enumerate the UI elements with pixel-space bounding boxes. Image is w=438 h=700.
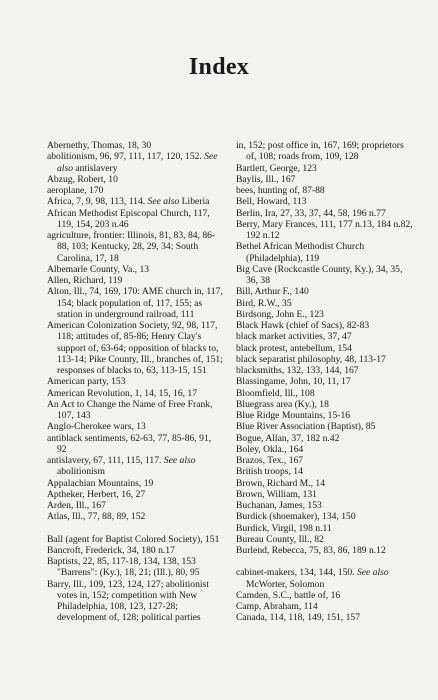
- index-entry: [236, 219, 416, 242]
- index-entry: [47, 455, 223, 478]
- index-entry: [47, 275, 223, 286]
- index-entry: [236, 354, 416, 365]
- index-entry-text: Arden, Ill., 167: [47, 500, 106, 511]
- index-entry: [47, 511, 223, 522]
- index-entry: [236, 478, 416, 489]
- index-entry: [47, 500, 223, 511]
- index-entry: [236, 455, 416, 466]
- index-entry-text: Abernethy, Thomas, 18, 30: [47, 140, 152, 151]
- index-entry-text: antislavery, 67, 111, 115, 117.: [47, 455, 162, 466]
- index-entry: [47, 556, 223, 579]
- index-entry: [47, 421, 223, 432]
- index-entry: [47, 286, 223, 320]
- index-entry-text: black market activities, 37, 47: [236, 331, 352, 343]
- index-entry: [236, 388, 416, 399]
- index-entry: [47, 388, 223, 399]
- index-entry: [47, 545, 223, 556]
- see-also-label: See also: [57, 151, 218, 174]
- index-entry-text: Birdsong, John E., 123: [236, 308, 324, 320]
- index-entry-text: African Methodist Episcopal Church, 117, 119, 154, 203 n.46: [47, 207, 210, 230]
- see-also-label: See also: [147, 196, 180, 208]
- index-entry-text: American Revolution, 1, 14, 15, 16, 17: [47, 387, 198, 399]
- see-also-label: See also: [163, 455, 196, 466]
- index-entry-text: Bartlett, George, 123: [236, 162, 317, 174]
- index-entry: [47, 185, 223, 196]
- index-entry-text: Camden, S.C., battle of, 16: [236, 589, 341, 601]
- index-entry: [236, 590, 416, 601]
- index-entry-text: cabinet-makers, 134, 144, 150.: [236, 567, 355, 579]
- index-entry: [236, 343, 416, 354]
- index-entry-text: Black Hawk (chief of Sacs), 82-83: [236, 320, 370, 331]
- index-entry-text: Berry, Mary Frances, 111, 177 n.13, 184 n.82, 192 n.12: [236, 218, 413, 241]
- index-entry: [236, 264, 416, 287]
- index-entry: [47, 320, 223, 376]
- index-entry: [236, 185, 416, 196]
- index-entry: [236, 320, 416, 331]
- index-entry: [47, 534, 223, 545]
- page-title: Index: [188, 54, 250, 80]
- index-entry-text: British troops, 14: [236, 466, 303, 478]
- index-entry-text: Canada, 114, 118, 149, 151, 157: [236, 612, 360, 624]
- index-entry: [236, 298, 416, 309]
- index-entry-text: Blue River Association (Baptist), 85: [236, 421, 376, 433]
- index-entry-text: Blue Ridge Mountains, 15-16: [236, 410, 351, 421]
- index-entry: [47, 196, 223, 207]
- index-entry-text: Camp, Abraham, 114: [236, 601, 318, 612]
- index-entry-text: Big Cave (Rockcastle County, Ky.), 34, 35, 36, 38: [236, 263, 403, 286]
- index-entry: [236, 241, 416, 264]
- index-entry-text: Burdick (shoemaker), 134, 150: [236, 511, 356, 523]
- index-entry-text: Blassingame, John, 10, 11, 17: [236, 376, 351, 388]
- index-entry-text: Berlin, Ira, 27, 33, 37, 44, 58, 196 n.77: [236, 207, 386, 219]
- index-entry-text: bees, hunting of, 87-88: [236, 185, 325, 196]
- index-entry: [47, 478, 223, 489]
- index-entry: [47, 433, 223, 456]
- index-entry-text: Bill, Arthur F., 140: [236, 286, 309, 298]
- index-entry-text: Africa, 7, 9, 98, 113, 114.: [47, 196, 146, 208]
- index-entry-text: antiblack sentiments, 62-63, 77, 85-86, 91, 92: [47, 432, 212, 455]
- index-entry: [236, 421, 416, 432]
- index-entry-text: Alton, Ill., 74, 169, 170: AME church in, 117, 154; black population of, 117, 155; as station in underground railroad, 111: [47, 286, 223, 320]
- index-entry-text: Bird, R.W., 35: [236, 297, 292, 309]
- index-entry-text: Bell, Howard, 113: [236, 196, 307, 208]
- index-entry-text: in, 152; post office in, 167, 169; proprietors of, 108; roads from, 109, 128: [236, 140, 404, 163]
- index-entry-text: American Colonization Society, 92, 98, 117, 118; attitudes of, 85-86; Henry Clay's support of, 63-64; opposition of blacks to, 113-14; Pike County, Ill., branches of, 151; responses of blacks to, 63, 113-15, 151: [47, 320, 223, 376]
- index-entry: [236, 208, 416, 219]
- index-entry: [236, 433, 416, 444]
- see-also-target: Liberia: [179, 196, 210, 208]
- index-entry: [236, 399, 416, 410]
- see-also-label: See also: [356, 567, 389, 579]
- index-entry-text: Bethel African Methodist Church (Philadelphia), 119: [236, 241, 365, 264]
- index-entry: [236, 601, 416, 612]
- index-entry: [236, 466, 416, 477]
- index-entry: [236, 309, 416, 320]
- index-entry-text: abolitionism, 96, 97, 111, 117, 120, 152.: [47, 151, 202, 163]
- index-entry: [47, 230, 223, 264]
- index-entry-text: aeroplane, 170: [47, 185, 104, 196]
- index-entry: [236, 612, 416, 623]
- index-entry-text: American party, 153: [47, 376, 126, 388]
- index-entry: [236, 500, 416, 511]
- see-also-target: antislavery: [73, 162, 118, 174]
- index-column-right: [236, 140, 416, 624]
- index-entry-text: Brown, William, 131: [236, 488, 317, 500]
- index-entry-text: Baptists, 22, 85, 117-18, 134, 138, 153 "Barrens": (Ky.), 18, 21; (Ill.), 80, 95: [47, 556, 200, 579]
- index-entry-text: Bogue, Allan, 37, 182 n.42: [236, 432, 340, 444]
- index-entry-text: Ball (agent for Baptist Colored Society), 151: [47, 533, 220, 545]
- index-entry: [47, 399, 223, 422]
- index-entry: [236, 534, 416, 545]
- index-entry: [236, 331, 416, 342]
- index-entry: [47, 376, 223, 387]
- index-entry: [236, 140, 416, 163]
- see-also-target: abolitionism: [57, 466, 105, 478]
- index-entry: [47, 489, 223, 500]
- index-entry-text: Brazos, Tex., 167: [236, 455, 304, 466]
- index-entry: [236, 286, 416, 297]
- index-entry: [236, 511, 416, 522]
- index-entry-text: Buchanan, James, 153: [236, 500, 322, 511]
- index-entry: [236, 174, 416, 185]
- index-entry-text: Bluegrass area (Ky.), 18: [236, 398, 329, 410]
- index-entry: [47, 208, 223, 231]
- index-entry: [47, 579, 223, 624]
- index-entry-text: Baylis, Ill., 167: [236, 173, 296, 185]
- index-entry: [47, 140, 223, 151]
- index-entry-text: black protest, antebellum, 154: [236, 342, 352, 354]
- index-entry-text: An Act to Change the Name of Free Frank, 107, 143: [47, 398, 213, 421]
- index-entry-text: Anglo-Cherokee wars, 13: [47, 421, 146, 433]
- index-entry-text: Bancroft, Frederick, 34, 180 n.17: [47, 544, 175, 556]
- index-entry-text: Albemarle County, Va., 13: [47, 263, 150, 275]
- letter-group-gap: [47, 523, 223, 534]
- index-entry: [236, 567, 416, 590]
- index-entry: [236, 444, 416, 455]
- index-entry-text: Bloomfield, Ill., 108: [236, 387, 315, 399]
- index-entry-text: Brown, Richard M., 14: [236, 477, 325, 489]
- index-entry: [236, 196, 416, 207]
- index-entry: [236, 365, 416, 376]
- letter-group-gap: [236, 556, 416, 567]
- index-entry: [47, 264, 223, 275]
- index-entry-text: Abzug, Robert, 10: [47, 173, 118, 185]
- index-entry: [236, 163, 416, 174]
- index-entry-text: Boley, Okla., 164: [236, 443, 304, 455]
- index-entry-text: Appalachian Mountains, 19: [47, 477, 154, 489]
- index-entry: [236, 410, 416, 421]
- index-entry: [236, 545, 416, 556]
- index-entry-text: Burdick, Virgil, 198 n.11: [236, 522, 332, 534]
- index-entry-text: black separatist philosophy, 48, 113-17: [236, 353, 386, 365]
- index-entry-text: Barry, Ill., 109, 123, 124, 127; abolitionist votes in, 152; competition with New Philadelphia, 108, 123, 127-28; development of, 128; political parties: [47, 578, 209, 624]
- index-entry: [236, 489, 416, 500]
- index-entry: [236, 376, 416, 387]
- see-also-target: McWorter, Solomon: [246, 578, 325, 590]
- index-entry-text: Burlend, Rebecca, 75, 83, 86, 189 n.12: [236, 545, 386, 556]
- index-entry: [47, 151, 223, 174]
- index-entry-text: Bureau County, Ill., 82: [236, 533, 324, 545]
- index-entry-text: blacksmiths, 132, 133, 144, 167: [236, 365, 359, 376]
- index-entry: [47, 174, 223, 185]
- index-entry-text: Allen, Richard, 119: [47, 275, 123, 286]
- index-entry-text: Aptheker, Herbert, 16, 27: [47, 488, 146, 500]
- index-column-left: [47, 140, 223, 624]
- index-entry-text: agriculture, frontier: Illinois, 81, 83, 84, 86-88, 103; Kentucky, 28, 29, 34; South Carolina, 17, 18: [47, 230, 216, 264]
- index-entry-text: Atlas, Ill., 77, 88, 89, 152: [47, 511, 146, 523]
- index-entry: [236, 523, 416, 534]
